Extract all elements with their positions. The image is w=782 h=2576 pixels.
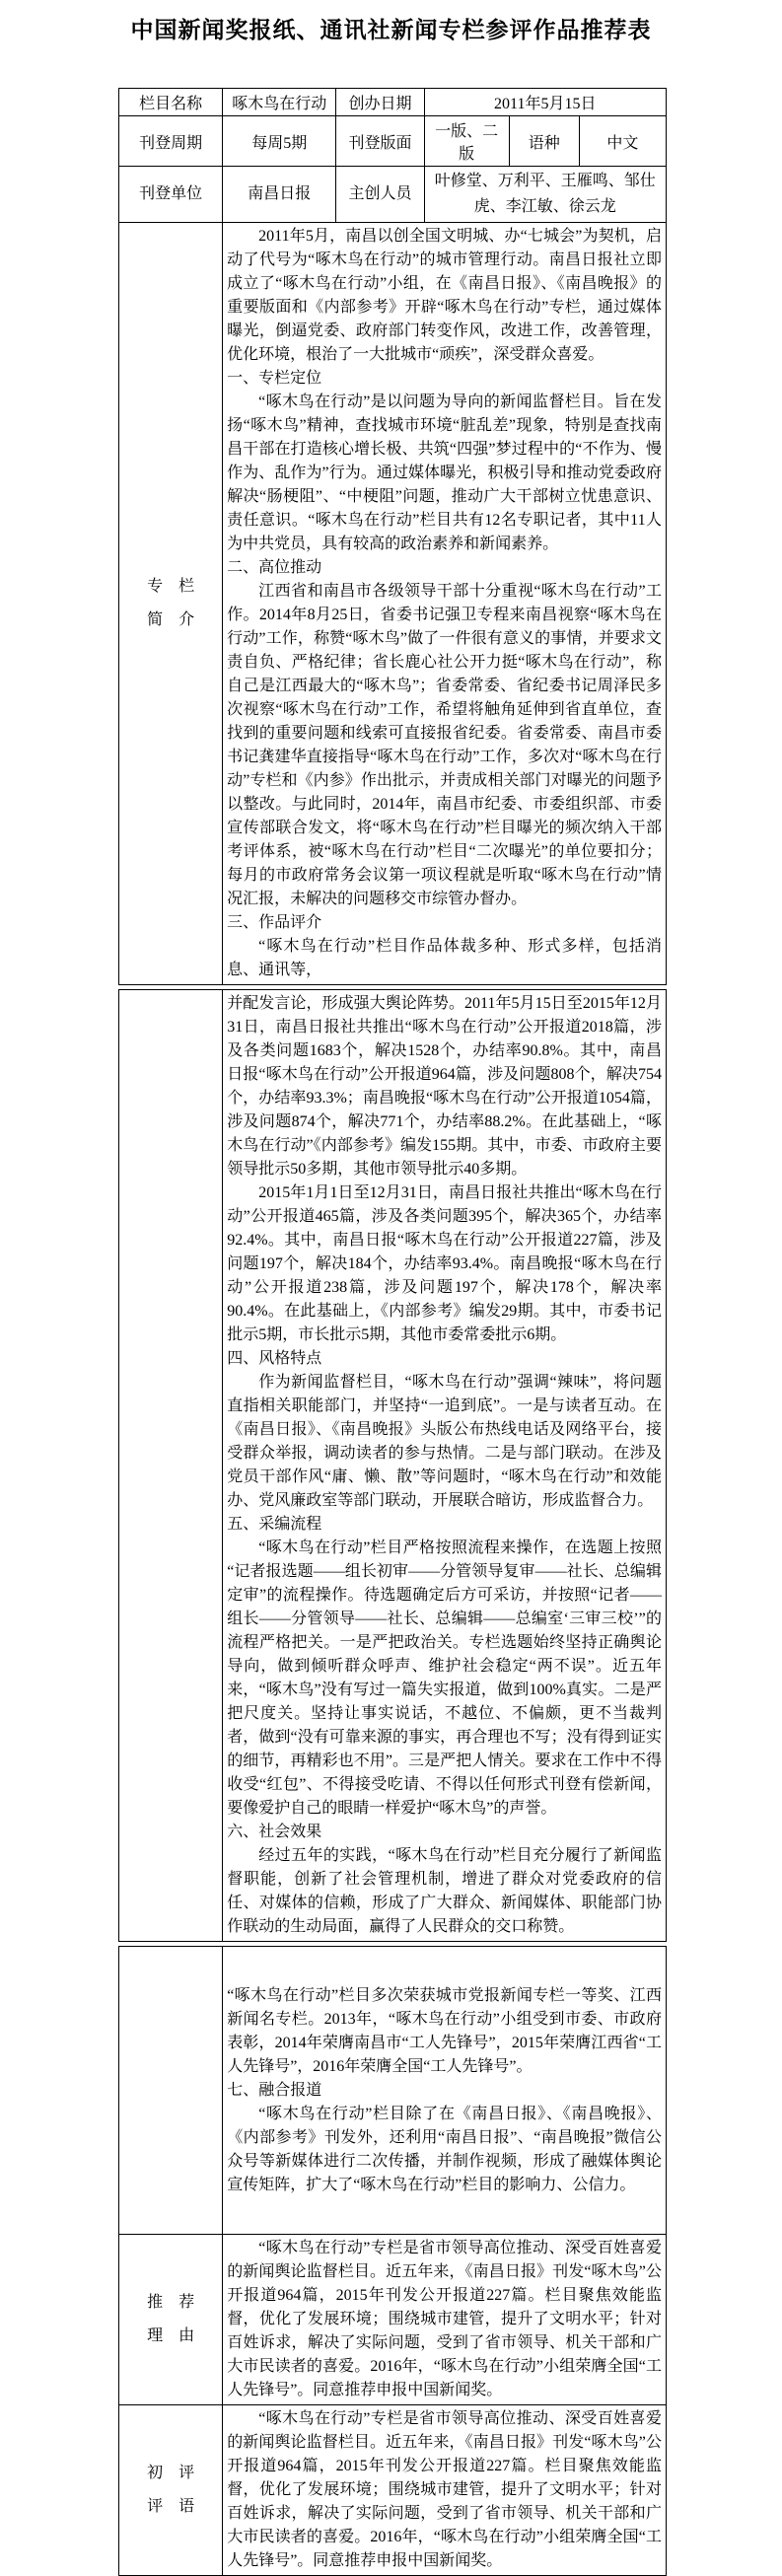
paragraph: 2015年1月1日至12月31日，南昌日报社共推出“啄木鸟在行动”公开报道465篇，涉及各类问题395个，解决365个，办结率92.4%。其中，南昌日报“啄木鸟在行动”公开报道227篇，涉及问题197个，解决184个，办结率93.4%。南昌晚报“啄木鸟在行动”公开报道238篇，涉及问题197个，解决178个，解决率90.4%。在此基础上，《内部参考》编发29期。其中，市委书记批示5期，市长批示5期，其他市委常委批示6期。 — [227, 1184, 662, 1343]
paragraph: “啄木鸟在行动”专栏是省市领导高位推动、深受百姓喜爱的新闻舆论监督栏目。近五年来，《南昌日报》刊发“啄木鸟”公开报道964篇，2015年刊发公开报道227篇。栏目聚焦效能监督，优化了发展环境；围绕城市建管，提升了文明水平；针对百姓诉求，解决了实际问题，受到了省市领导、机关干部和广大市民读者的喜爱。2016年，“啄木鸟在行动”小组荣膺全国“工人先锋号”。同意推荐申报中国新闻奖。 — [227, 2410, 662, 2569]
period-label: 刊登周期 — [119, 116, 223, 167]
founding-date-label: 创办日期 — [336, 89, 424, 116]
section-heading: 六、社会效果 — [227, 1824, 322, 1840]
initial-review-text — [223, 2405, 667, 2576]
form-body — [118, 88, 667, 2576]
form-table-segment-a — [118, 88, 667, 985]
recommendation-label-line1: 推 荐 — [147, 2294, 195, 2311]
recommendation-label-line2: 理 由 — [147, 2327, 195, 2344]
row-initial-review — [119, 2405, 667, 2576]
column-intro-label-line1: 专 栏 — [147, 578, 195, 595]
edition-value: 一版、二版 — [424, 116, 509, 167]
row-publisher — [119, 167, 667, 223]
section-heading: 七、融合报道 — [227, 2081, 322, 2099]
row-column-name — [119, 89, 667, 116]
section-heading: 四、风格特点 — [227, 1350, 322, 1367]
initial-review-label-line2: 评 语 — [147, 2498, 195, 2515]
founding-date-value: 2011年5月15日 — [424, 89, 666, 116]
language-label: 语种 — [509, 116, 579, 167]
column-intro-label-continued — [119, 990, 223, 1942]
paragraph: “啄木鸟在行动”栏目除了在《南昌日报》、《南昌晚报》、《内部参考》刊发外，还利用“南昌日报”、“南昌晚报”微信公众号等新媒体进行二次传播，并制作视频，形成了融媒体舆论宣传矩阵，扩大了“啄木鸟在行动”栏目的影响力、公信力。 — [227, 2105, 662, 2193]
column-intro-label — [119, 223, 223, 985]
section-heading: 三、作品评介 — [227, 914, 322, 931]
section-heading: 一、专栏定位 — [227, 370, 322, 387]
paragraph: 作为新闻监督栏目，“啄木鸟在行动”强调“辣味”，将问题直指相关职能部门，并坚持“一追到底”。一是与读者互动。在《南昌日报》、《南昌晚报》头版公布热线电话及网络平台，接受群众举报，调动读者的参与热情。二是与部门联动。在涉及党员干部作风“庸、懒、散”等问题时，“啄木鸟在行动”和效能办、党风廉政室等部门联动，开展联合暗访，形成监督合力。 — [227, 1374, 662, 1509]
section-heading: 二、高位推动 — [227, 559, 322, 576]
creators-value: 叶修堂、万利平、王雁鸣、邹仕虎、李江敏、徐云龙 — [424, 167, 666, 223]
column-intro-text-part1 — [223, 223, 667, 985]
paragraph: “啄木鸟在行动”专栏是省市领导高位推动、深受百姓喜爱的新闻舆论监督栏目。近五年来，《南昌日报》刊发“啄木鸟”公开报道964篇，2015年刊发公开报道227篇。栏目聚焦效能监督，优化了发展环境；围绕城市建管，提升了文明水平；针对百姓诉求，解决了实际问题，受到了省市领导、机关干部和广大市民读者的喜爱。2016年，“啄木鸟在行动”小组荣膺全国“工人先锋号”。同意推荐申报中国新闻奖。 — [227, 2240, 662, 2398]
recommendation-label — [119, 2235, 223, 2405]
row-period — [119, 116, 667, 167]
paragraph: 2011年5月，南昌以创全国文明城、办“七城会”为契机，启动了代号为“啄木鸟在行动”的城市管理行动。南昌日报社立即成立了“啄木鸟在行动”小组，在《南昌日报》、《南昌晚报》的重要版面和《内部参考》开辟“啄木鸟在行动”专栏，通过媒体曝光，倒逼党委、政府部门转变作风，改进工作，改善管理，优化环境，根治了一大批城市“顽疾”，深受群众喜爱。 — [227, 228, 662, 363]
language-value: 中文 — [579, 116, 666, 167]
form-table-segment-c — [118, 1946, 667, 2576]
paragraph: “啄木鸟在行动”栏目严格按照流程来操作，在选题上按照“记者报选题——组长初审——分管领导复审——社长、总编辑定审”的流程操作。待选题确定后方可采访，并按照“记者——组长——分管领导——社长、总编辑——总编室‘三审三校’”的流程严格把关。一是严把政治关。专栏选题始终坚持正确舆论导向，做到倾听群众呼声、维护社会稳定“两不误”。近五年来，“啄木鸟”没有写过一篇失实报道，做到100%真实。二是严把尺度关。坚持让事实说话，不越位、不偏颇，更不当裁判者，做到“没有可靠来源的事实，再合理也不写；没有得到证实的细节，再精彩也不用”。三是严把人情关。要求在工作中不得收受“红包”、不得接受吃请、不得以任何形式刊登有偿新闻，要像爱护自己的眼睛一样爱护“啄木鸟”的声誉。 — [227, 1539, 662, 1817]
row-column-intro-part3 — [119, 1947, 667, 2235]
paragraph: “啄木鸟在行动”栏目作品体裁多种、形式多样，包括消息、通讯等， — [227, 938, 662, 978]
paragraph: “啄木鸟在行动”栏目多次荣获城市党报新闻专栏一等奖、江西新闻名专栏。2013年，“啄木鸟在行动”小组受到市委、市政府表彰，2014年荣膺南昌市“工人先锋号”，2015年荣膺江西省“工人先锋号”，2016年荣膺全国“工人先锋号”。 — [227, 1986, 662, 2075]
column-intro-text-part2 — [223, 990, 667, 1942]
row-column-intro-part1 — [119, 223, 667, 985]
paragraph: 经过五年的实践，“啄木鸟在行动”栏目充分履行了新闻监督职能，创新了社会管理机制，增进了群众对党委政府的信任、对媒体的信赖，形成了广大群众、新闻媒体、职能部门协作联动的生动局面，赢得了人民群众的交口称赞。 — [227, 1847, 662, 1935]
publisher-label: 刊登单位 — [119, 167, 223, 223]
paragraph: “啄木鸟在行动”是以问题为导向的新闻监督栏目。旨在发扬“啄木鸟”精神，查找城市环境“脏乱差”现象，特别是查找南昌干部在打造核心增长极、共筑“四强”梦过程中的“不作为、慢作为、乱作为”行为。通过媒体曝光，积极引导和推动党委政府解决“肠梗阻”、“中梗阻”问题，推动广大干部树立忧患意识、责任意识。“啄木鸟在行动”栏目共有12名专职记者，其中11人为中共党员，具有较高的政治素养和新闻素养。 — [227, 394, 662, 552]
page-title: 中国新闻奖报纸、通讯社新闻专栏参评作品推荐表 — [130, 18, 652, 42]
column-name-value: 啄木鸟在行动 — [223, 89, 336, 116]
column-intro-label-continued-2 — [119, 1947, 223, 2235]
column-intro-text-part3 — [223, 1947, 667, 2235]
initial-review-label-line1: 初 评 — [147, 2465, 195, 2481]
row-recommendation — [119, 2235, 667, 2405]
paragraph: 江西省和南昌市各级领导干部十分重视“啄木鸟在行动”工作。2014年8月25日，省委书记强卫专程来南昌视察“啄木鸟在行动”工作，称赞“啄木鸟”做了一件很有意义的事情，并要求文责自负、严格纪律；省长鹿心社公开力挺“啄木鸟在行动”，称自己是江西最大的“啄木鸟”；省委常委、省纪委书记周泽民多次视察“啄木鸟在行动”工作，希望将触角延伸到省直单位，查找到的重要问题和线索可直接报省纪委。省委常委、南昌市委书记龚建华直接指导“啄木鸟在行动”工作，多次对“啄木鸟在行动”专栏和《内参》作出批示，并责成相关部门对曝光的问题予以整改。与此同时，2014年，南昌市纪委、市委组织部、市委宣传部联合发文，将“啄木鸟在行动”栏目曝光的频次纳入干部考评体系，被“啄木鸟在行动”栏目“二次曝光”的单位要扣分；每月的市政府常务会议第一项议程就是听取“啄木鸟在行动”情况汇报，未解决的问题移交市综管办督办。 — [227, 583, 662, 907]
section-heading: 五、采编流程 — [227, 1516, 322, 1533]
row-column-intro-part2 — [119, 990, 667, 1942]
paragraph: 并配发言论，形成强大舆论阵势。2011年5月15日至2015年12月31日，南昌日报社共推出“啄木鸟在行动”公开报道2018篇，涉及各类问题1683个，解决1528个，办结率90.8%。其中，南昌日报“啄木鸟在行动”公开报道964篇，涉及问题808个，解决754个，办结率93.3%；南昌晚报“啄木鸟在行动”公开报道1054篇，涉及问题874个，解决771个，办结率88.2%。在此基础上，“啄木鸟在行动”《内部参考》编发155期。其中，市委、市政府主要领导批示50多期，其他市领导批示40多期。 — [227, 995, 662, 1178]
form-table-segment-b — [118, 989, 667, 1942]
creators-label: 主创人员 — [336, 167, 424, 223]
initial-review-label — [119, 2405, 223, 2576]
recommendation-text — [223, 2235, 667, 2405]
publisher-value: 南昌日报 — [223, 167, 336, 223]
column-name-label: 栏目名称 — [119, 89, 223, 116]
column-intro-label-line2: 简 介 — [147, 611, 195, 628]
period-value: 每周5期 — [223, 116, 336, 167]
edition-label: 刊登版面 — [336, 116, 424, 167]
